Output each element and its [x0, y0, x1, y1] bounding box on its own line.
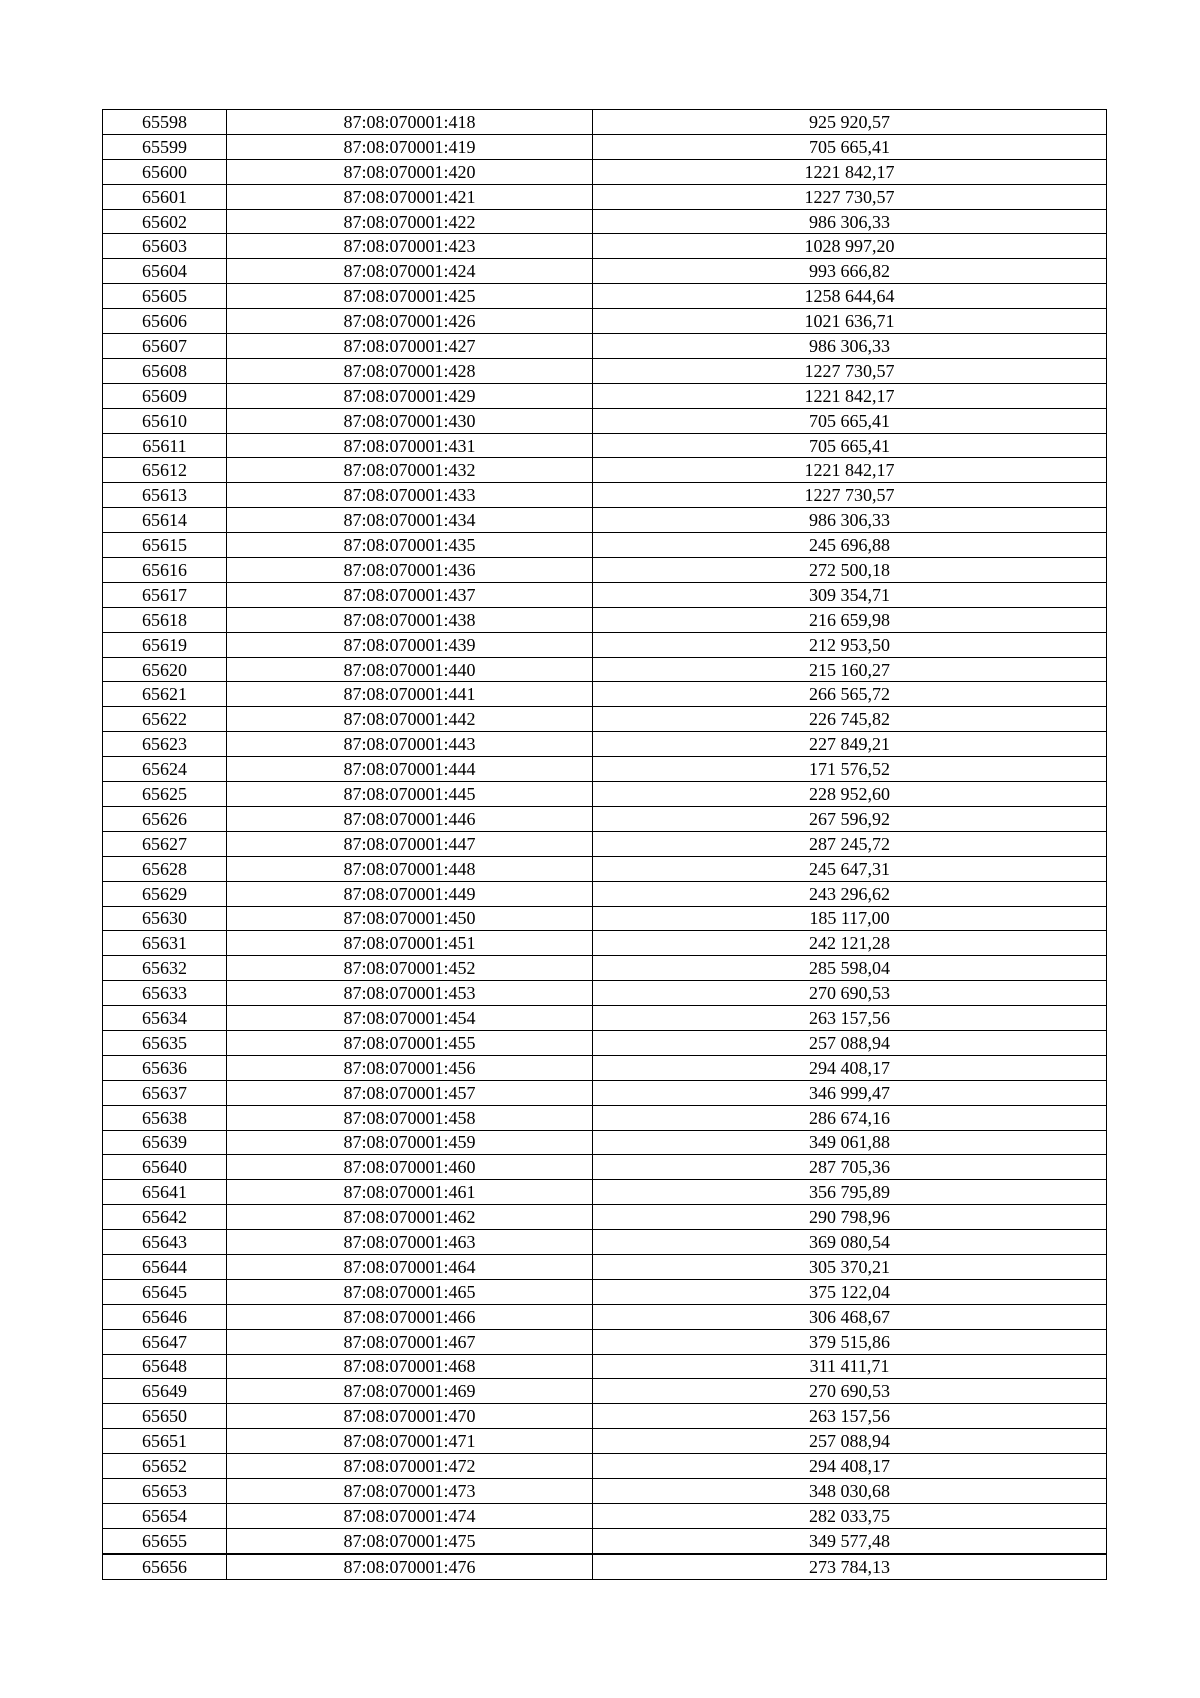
- row-number-cell: 65625: [103, 782, 227, 807]
- value-cell: 993 666,82: [593, 259, 1107, 284]
- cadastral-number-cell: 87:08:070001:431: [227, 433, 593, 458]
- table-row: [103, 1528, 1107, 1553]
- row-number-cell: 65620: [103, 657, 227, 682]
- value-cell: 263 157,56: [593, 1404, 1107, 1429]
- value-cell: 311 411,71: [593, 1354, 1107, 1379]
- cadastral-number-cell: 87:08:070001:460: [227, 1155, 593, 1180]
- row-number-cell: 65623: [103, 732, 227, 757]
- table-row: [103, 134, 1107, 159]
- row-number-cell: 65612: [103, 458, 227, 483]
- row-number-cell: 65609: [103, 383, 227, 408]
- value-cell: 243 296,62: [593, 881, 1107, 906]
- cadastral-number-cell: 87:08:070001:472: [227, 1454, 593, 1479]
- table-row: [103, 558, 1107, 583]
- data-table: [102, 109, 1107, 1580]
- row-number-cell: 65619: [103, 632, 227, 657]
- cadastral-number-cell: 87:08:070001:442: [227, 707, 593, 732]
- table-row: [103, 1230, 1107, 1255]
- value-cell: 227 849,21: [593, 732, 1107, 757]
- cadastral-number-cell: 87:08:070001:423: [227, 234, 593, 259]
- row-number-cell: 65617: [103, 582, 227, 607]
- cadastral-number-cell: 87:08:070001:454: [227, 1006, 593, 1031]
- value-cell: 171 576,52: [593, 757, 1107, 782]
- table-row: [103, 1379, 1107, 1404]
- value-cell: 705 665,41: [593, 433, 1107, 458]
- row-number-cell: 65637: [103, 1080, 227, 1105]
- cadastral-number-cell: 87:08:070001:461: [227, 1180, 593, 1205]
- table-row: [103, 408, 1107, 433]
- value-cell: 245 647,31: [593, 856, 1107, 881]
- cadastral-number-cell: 87:08:070001:440: [227, 657, 593, 682]
- row-number-cell: 65602: [103, 209, 227, 234]
- cadastral-number-cell: 87:08:070001:441: [227, 682, 593, 707]
- table-row: [103, 831, 1107, 856]
- row-number-cell: 65652: [103, 1454, 227, 1479]
- table-row: [103, 906, 1107, 931]
- row-number-cell: 65603: [103, 234, 227, 259]
- table-row: [103, 209, 1107, 234]
- table-row: [103, 110, 1107, 135]
- value-cell: 273 784,13: [593, 1554, 1107, 1579]
- table-row: [103, 1030, 1107, 1055]
- value-cell: 257 088,94: [593, 1429, 1107, 1454]
- table-row: [103, 881, 1107, 906]
- table-row: [103, 1080, 1107, 1105]
- table-row: [103, 533, 1107, 558]
- table-row: [103, 334, 1107, 359]
- table-row: [103, 657, 1107, 682]
- value-cell: 285 598,04: [593, 956, 1107, 981]
- cadastral-number-cell: 87:08:070001:476: [227, 1554, 593, 1579]
- row-number-cell: 65606: [103, 309, 227, 334]
- value-cell: 369 080,54: [593, 1230, 1107, 1255]
- value-cell: 272 500,18: [593, 558, 1107, 583]
- row-number-cell: 65645: [103, 1279, 227, 1304]
- cadastral-number-cell: 87:08:070001:463: [227, 1230, 593, 1255]
- table-row: [103, 1130, 1107, 1155]
- cadastral-number-cell: 87:08:070001:421: [227, 184, 593, 209]
- table-row: [103, 757, 1107, 782]
- row-number-cell: 65598: [103, 110, 227, 135]
- table-row: [103, 309, 1107, 334]
- table-row: [103, 358, 1107, 383]
- value-cell: 1227 730,57: [593, 483, 1107, 508]
- row-number-cell: 65639: [103, 1130, 227, 1155]
- table-row: [103, 508, 1107, 533]
- table-row: [103, 931, 1107, 956]
- table-row: [103, 1279, 1107, 1304]
- table-row: [103, 582, 1107, 607]
- cadastral-number-cell: 87:08:070001:444: [227, 757, 593, 782]
- cadastral-number-cell: 87:08:070001:434: [227, 508, 593, 533]
- table-row: [103, 1205, 1107, 1230]
- row-number-cell: 65626: [103, 806, 227, 831]
- row-number-cell: 65649: [103, 1379, 227, 1404]
- value-cell: 287 245,72: [593, 831, 1107, 856]
- row-number-cell: 65642: [103, 1205, 227, 1230]
- table-row: [103, 632, 1107, 657]
- value-cell: 228 952,60: [593, 782, 1107, 807]
- value-cell: 348 030,68: [593, 1478, 1107, 1503]
- cadastral-number-cell: 87:08:070001:446: [227, 806, 593, 831]
- value-cell: 309 354,71: [593, 582, 1107, 607]
- value-cell: 270 690,53: [593, 981, 1107, 1006]
- table-row: [103, 981, 1107, 1006]
- cadastral-number-cell: 87:08:070001:473: [227, 1478, 593, 1503]
- table-row: [103, 1503, 1107, 1528]
- table-row: [103, 856, 1107, 881]
- table-row: [103, 1478, 1107, 1503]
- cadastral-number-cell: 87:08:070001:419: [227, 134, 593, 159]
- cadastral-number-cell: 87:08:070001:457: [227, 1080, 593, 1105]
- table-row: [103, 1180, 1107, 1205]
- cadastral-number-cell: 87:08:070001:466: [227, 1304, 593, 1329]
- row-number-cell: 65610: [103, 408, 227, 433]
- row-number-cell: 65640: [103, 1155, 227, 1180]
- value-cell: 212 953,50: [593, 632, 1107, 657]
- value-cell: 379 515,86: [593, 1329, 1107, 1354]
- row-number-cell: 65600: [103, 159, 227, 184]
- cadastral-number-cell: 87:08:070001:437: [227, 582, 593, 607]
- table-row: [103, 1006, 1107, 1031]
- cadastral-number-cell: 87:08:070001:429: [227, 383, 593, 408]
- value-cell: 270 690,53: [593, 1379, 1107, 1404]
- value-cell: 215 160,27: [593, 657, 1107, 682]
- row-number-cell: 65607: [103, 334, 227, 359]
- value-cell: 267 596,92: [593, 806, 1107, 831]
- value-cell: 925 920,57: [593, 110, 1107, 135]
- table-row: [103, 383, 1107, 408]
- value-cell: 1021 636,71: [593, 309, 1107, 334]
- row-number-cell: 65635: [103, 1030, 227, 1055]
- table-row: [103, 1055, 1107, 1080]
- row-number-cell: 65604: [103, 259, 227, 284]
- table-row: [103, 1329, 1107, 1354]
- table-row: [103, 607, 1107, 632]
- cadastral-number-cell: 87:08:070001:469: [227, 1379, 593, 1404]
- cadastral-number-cell: 87:08:070001:474: [227, 1503, 593, 1528]
- row-number-cell: 65641: [103, 1180, 227, 1205]
- value-cell: 705 665,41: [593, 408, 1107, 433]
- row-number-cell: 65643: [103, 1230, 227, 1255]
- table-body: [103, 110, 1107, 1580]
- row-number-cell: 65651: [103, 1429, 227, 1454]
- row-number-cell: 65622: [103, 707, 227, 732]
- cadastral-number-cell: 87:08:070001:435: [227, 533, 593, 558]
- value-cell: 356 795,89: [593, 1180, 1107, 1205]
- row-number-cell: 65646: [103, 1304, 227, 1329]
- row-number-cell: 65615: [103, 533, 227, 558]
- table-row: [103, 234, 1107, 259]
- table-row: [103, 1429, 1107, 1454]
- value-cell: 245 696,88: [593, 533, 1107, 558]
- cadastral-number-cell: 87:08:070001:433: [227, 483, 593, 508]
- value-cell: 305 370,21: [593, 1254, 1107, 1279]
- value-cell: 1221 842,17: [593, 159, 1107, 184]
- value-cell: 185 117,00: [593, 906, 1107, 931]
- cadastral-number-cell: 87:08:070001:443: [227, 732, 593, 757]
- row-number-cell: 65624: [103, 757, 227, 782]
- value-cell: 705 665,41: [593, 134, 1107, 159]
- cadastral-number-cell: 87:08:070001:430: [227, 408, 593, 433]
- cadastral-number-cell: 87:08:070001:470: [227, 1404, 593, 1429]
- cadastral-number-cell: 87:08:070001:456: [227, 1055, 593, 1080]
- table-row: [103, 259, 1107, 284]
- cadastral-number-cell: 87:08:070001:451: [227, 931, 593, 956]
- row-number-cell: 65633: [103, 981, 227, 1006]
- value-cell: 375 122,04: [593, 1279, 1107, 1304]
- cadastral-number-cell: 87:08:070001:452: [227, 956, 593, 981]
- row-number-cell: 65613: [103, 483, 227, 508]
- table-row: [103, 1105, 1107, 1130]
- cadastral-number-cell: 87:08:070001:468: [227, 1354, 593, 1379]
- value-cell: 1221 842,17: [593, 458, 1107, 483]
- cadastral-number-cell: 87:08:070001:464: [227, 1254, 593, 1279]
- cadastral-number-cell: 87:08:070001:428: [227, 358, 593, 383]
- cadastral-number-cell: 87:08:070001:448: [227, 856, 593, 881]
- table-row: [103, 483, 1107, 508]
- value-cell: 257 088,94: [593, 1030, 1107, 1055]
- cadastral-number-cell: 87:08:070001:450: [227, 906, 593, 931]
- value-cell: 1227 730,57: [593, 184, 1107, 209]
- value-cell: 286 674,16: [593, 1105, 1107, 1130]
- value-cell: 263 157,56: [593, 1006, 1107, 1031]
- table-row: [103, 707, 1107, 732]
- cadastral-number-cell: 87:08:070001:420: [227, 159, 593, 184]
- value-cell: 282 033,75: [593, 1503, 1107, 1528]
- cadastral-number-cell: 87:08:070001:453: [227, 981, 593, 1006]
- row-number-cell: 65601: [103, 184, 227, 209]
- row-number-cell: 65638: [103, 1105, 227, 1130]
- cadastral-number-cell: 87:08:070001:445: [227, 782, 593, 807]
- table-row: [103, 1155, 1107, 1180]
- table-row: [103, 184, 1107, 209]
- row-number-cell: 65616: [103, 558, 227, 583]
- table-row: [103, 682, 1107, 707]
- value-cell: 349 061,88: [593, 1130, 1107, 1155]
- row-number-cell: 65629: [103, 881, 227, 906]
- table-row: [103, 782, 1107, 807]
- cadastral-number-cell: 87:08:070001:418: [227, 110, 593, 135]
- value-cell: 287 705,36: [593, 1155, 1107, 1180]
- table-row: [103, 458, 1107, 483]
- row-number-cell: 65628: [103, 856, 227, 881]
- cadastral-number-cell: 87:08:070001:424: [227, 259, 593, 284]
- cadastral-number-cell: 87:08:070001:438: [227, 607, 593, 632]
- table-row: [103, 433, 1107, 458]
- value-cell: 306 468,67: [593, 1304, 1107, 1329]
- cadastral-number-cell: 87:08:070001:436: [227, 558, 593, 583]
- row-number-cell: 65631: [103, 931, 227, 956]
- table-row: [103, 1354, 1107, 1379]
- row-number-cell: 65608: [103, 358, 227, 383]
- cadastral-number-cell: 87:08:070001:447: [227, 831, 593, 856]
- row-number-cell: 65632: [103, 956, 227, 981]
- value-cell: 1258 644,64: [593, 284, 1107, 309]
- cadastral-number-cell: 87:08:070001:455: [227, 1030, 593, 1055]
- row-number-cell: 65605: [103, 284, 227, 309]
- value-cell: 226 745,82: [593, 707, 1107, 732]
- value-cell: 266 565,72: [593, 682, 1107, 707]
- cadastral-number-cell: 87:08:070001:426: [227, 309, 593, 334]
- cadastral-number-cell: 87:08:070001:422: [227, 209, 593, 234]
- table-row: [103, 956, 1107, 981]
- row-number-cell: 65614: [103, 508, 227, 533]
- cadastral-number-cell: 87:08:070001:425: [227, 284, 593, 309]
- table-row: [103, 1254, 1107, 1279]
- table-row: [103, 284, 1107, 309]
- value-cell: 986 306,33: [593, 209, 1107, 234]
- cadastral-number-cell: 87:08:070001:467: [227, 1329, 593, 1354]
- row-number-cell: 65627: [103, 831, 227, 856]
- table-row: [103, 1304, 1107, 1329]
- cadastral-number-cell: 87:08:070001:475: [227, 1528, 593, 1553]
- value-cell: 242 121,28: [593, 931, 1107, 956]
- row-number-cell: 65630: [103, 906, 227, 931]
- value-cell: 986 306,33: [593, 334, 1107, 359]
- table-row: [103, 806, 1107, 831]
- value-cell: 1227 730,57: [593, 358, 1107, 383]
- table-row: [103, 732, 1107, 757]
- cadastral-number-cell: 87:08:070001:465: [227, 1279, 593, 1304]
- row-number-cell: 65611: [103, 433, 227, 458]
- value-cell: 346 999,47: [593, 1080, 1107, 1105]
- table-row: [103, 1554, 1107, 1579]
- row-number-cell: 65648: [103, 1354, 227, 1379]
- cadastral-number-cell: 87:08:070001:458: [227, 1105, 593, 1130]
- cadastral-number-cell: 87:08:070001:471: [227, 1429, 593, 1454]
- row-number-cell: 65647: [103, 1329, 227, 1354]
- table-row: [103, 159, 1107, 184]
- row-number-cell: 65621: [103, 682, 227, 707]
- cadastral-number-cell: 87:08:070001:439: [227, 632, 593, 657]
- row-number-cell: 65644: [103, 1254, 227, 1279]
- row-number-cell: 65599: [103, 134, 227, 159]
- value-cell: 290 798,96: [593, 1205, 1107, 1230]
- cadastral-number-cell: 87:08:070001:427: [227, 334, 593, 359]
- cadastral-number-cell: 87:08:070001:449: [227, 881, 593, 906]
- row-number-cell: 65655: [103, 1528, 227, 1553]
- row-number-cell: 65634: [103, 1006, 227, 1031]
- value-cell: 1028 997,20: [593, 234, 1107, 259]
- value-cell: 294 408,17: [593, 1055, 1107, 1080]
- table-row: [103, 1404, 1107, 1429]
- row-number-cell: 65653: [103, 1478, 227, 1503]
- row-number-cell: 65654: [103, 1503, 227, 1528]
- row-number-cell: 65650: [103, 1404, 227, 1429]
- value-cell: 986 306,33: [593, 508, 1107, 533]
- table-row: [103, 1454, 1107, 1479]
- value-cell: 1221 842,17: [593, 383, 1107, 408]
- cadastral-number-cell: 87:08:070001:462: [227, 1205, 593, 1230]
- cadastral-number-cell: 87:08:070001:432: [227, 458, 593, 483]
- row-number-cell: 65618: [103, 607, 227, 632]
- row-number-cell: 65636: [103, 1055, 227, 1080]
- row-number-cell: 65656: [103, 1554, 227, 1579]
- cadastral-number-cell: 87:08:070001:459: [227, 1130, 593, 1155]
- value-cell: 349 577,48: [593, 1528, 1107, 1553]
- value-cell: 294 408,17: [593, 1454, 1107, 1479]
- value-cell: 216 659,98: [593, 607, 1107, 632]
